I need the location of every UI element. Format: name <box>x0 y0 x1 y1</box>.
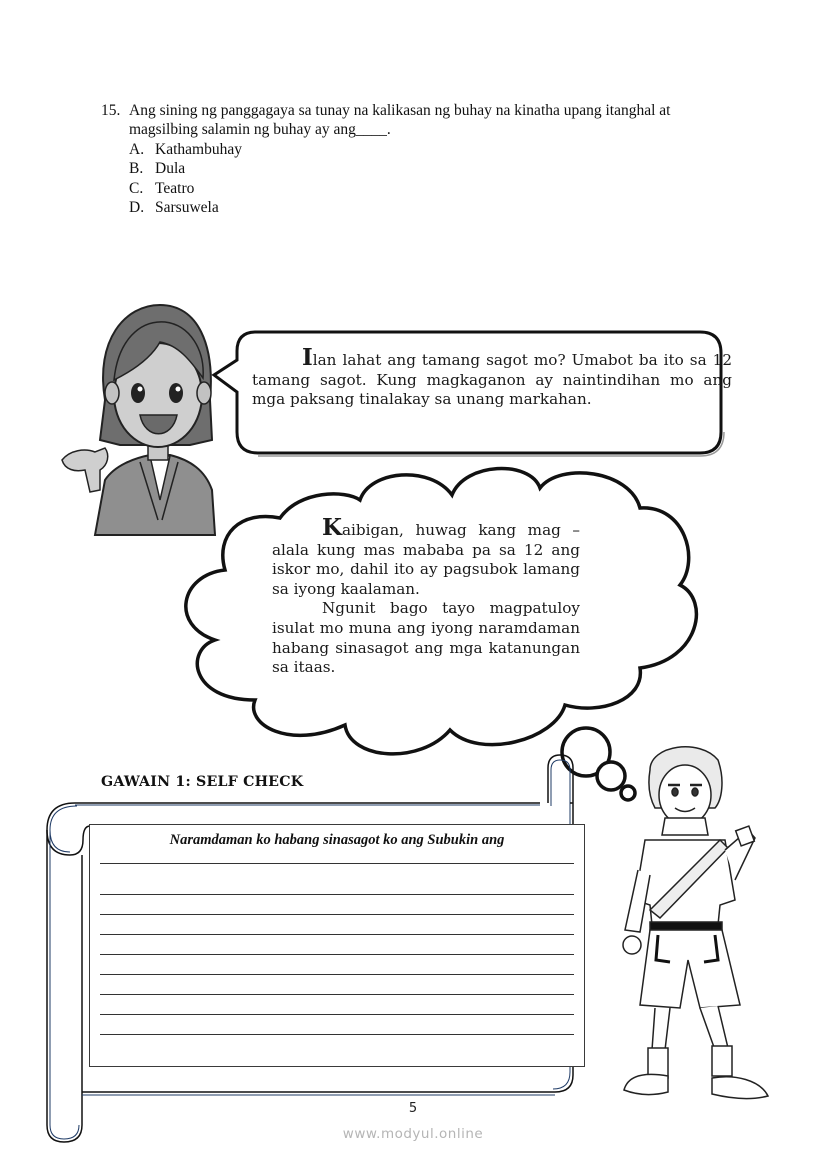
question-stem: Ang sining ng panggagaya sa tunay na kalikasan ng buhay na kinatha upang itanghal at magsilbing salamin ng buhay ay ang____. <box>129 102 671 139</box>
activity-title: GAWAIN 1: SELF CHECK <box>101 774 304 790</box>
answer-line[interactable] <box>100 1014 574 1015</box>
answer-box-heading: Naramdaman ko habang sinasagot ko ang Subukin ang <box>169 832 505 848</box>
choice-d[interactable]: D. Sarsuwela <box>129 199 219 217</box>
answer-line[interactable] <box>100 1034 574 1035</box>
answer-line[interactable] <box>100 894 574 895</box>
page-number: 5 <box>408 1101 418 1116</box>
answer-line[interactable] <box>100 994 574 995</box>
answer-line[interactable] <box>100 974 574 975</box>
teacher-illustration <box>62 305 215 535</box>
question-number: 15. <box>101 102 121 119</box>
speech-body: lan lahat ang tamang sagot mo? Umabot ba ito sa 12 tamang sagot. Kung magkaganon ay naintindihan mo ang mga paksang tinalakay sa unang markahan. <box>252 351 732 409</box>
answer-line[interactable] <box>100 914 574 915</box>
answer-line[interactable] <box>100 954 574 955</box>
answer-line[interactable] <box>100 863 574 864</box>
boy-illustration <box>623 747 768 1099</box>
choice-b[interactable]: B. Dula <box>129 160 186 178</box>
thought-paragraph-2: Ngunit bago tayo magpatuloy isulat mo muna ang iyong naramdaman habang sinasagot ang mga katanungan sa itaas. <box>272 599 580 677</box>
thought-trail-small <box>621 786 635 800</box>
watermark: www.modyul.online <box>342 1126 484 1142</box>
choice-c[interactable]: C. Teatro <box>129 179 195 197</box>
thought-trail-medium <box>597 762 625 790</box>
self-check-answer-box[interactable] <box>89 824 585 1067</box>
speech-bubble-text <box>252 344 732 410</box>
thought-bubble-text <box>272 514 580 678</box>
speech-dropcap: I <box>302 344 313 371</box>
answer-line[interactable] <box>100 934 574 935</box>
thought-dropcap: K <box>322 514 342 541</box>
thought-paragraph-1: aibigan, huwag kang mag – alala kung mas mababa pa sa 12 ang iskor mo, dahil ito ay pagsubok lamang sa iyong kaalaman. <box>272 521 580 598</box>
choice-a[interactable]: A. Kathambuhay <box>129 140 242 158</box>
